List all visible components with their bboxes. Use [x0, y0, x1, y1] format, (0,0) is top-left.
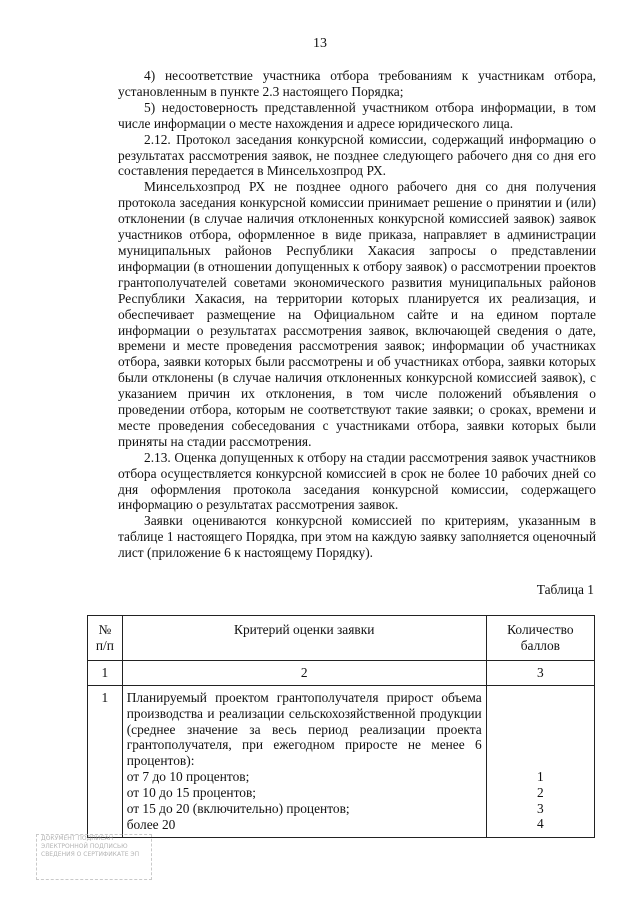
index-cell: 1	[88, 660, 123, 685]
paragraph-2-13: 2.13. Оценка допущенных к отбору на стадии рассмотрения заявок участников отбора осуществляется конкурсной комиссией в срок не более 10 рабочих дней со дня оформления протокола заседания конкурсной комиссии, содержащего информацию о результатах рассмотрения заявок.	[118, 449, 596, 513]
header-num: № п/п	[88, 616, 123, 661]
table-header-row	[88, 616, 595, 661]
header-score: Количество баллов	[486, 616, 594, 661]
criterion-option: от 10 до 15 процентов;	[126, 785, 256, 801]
paragraph-minselkhozprod: Минсельхозпрод РХ не позднее одного рабочего дня со дня получения протокола заседания конкурсной комиссии принимает решение о принятии и (или) отклонении (в случае наличия отклоненных конкурсной комиссией заявок) заявок участников отбора, оформленное в виде приказа, направляет в администрации муниципальных районов Республики Хакасия запросы о представлении информации (в отношении допущенных к отбору заявок) о рассмотрении проектов грантополучателей советами экономического развития муниципальных районов Республики Хакасия, на территории которых планируется их реализация, и обеспечивает размещение на Официальном сайте и на едином портале информации о результатах рассмотрения заявок, включающей сведения о дате, времени и месте проведения рассмотрения заявок; информации об участниках отбора, заявки которых были рассмотрены и об участниках отбора, заявки которых были отклонены (в случае наличия отклоненных конкурсной комиссией заявок), с указанием причин их отклонения, в том числе положений объявления о проведении отбора, которым не соответствуют такие заявки; о сроках, времени и месте проведения собеседования с участниками отбора, заявки которых были приняты на стадии рассмотрения.	[118, 179, 596, 449]
option-score: 2	[537, 784, 544, 800]
criterion-title: Планируемый проектом грантополучателя прирост объема производства и реализации сельскохозяйственной продукции (среднее значение за весь период реализации проекта грантополучателя, при ежегодном приросте не менее 6 процентов):	[126, 689, 482, 769]
stamp-line: ЭЛЕКТРОННОЙ ПОДПИСЬЮ	[41, 843, 128, 850]
header-criterion: Критерий оценки заявки	[122, 616, 486, 661]
index-cell: 2	[122, 660, 486, 685]
stamp-line: ДОКУМЕНТ ПОДПИСАН	[41, 835, 114, 842]
table-row	[88, 685, 595, 837]
criteria-table	[87, 615, 595, 838]
table-caption: Таблица 1	[536, 582, 594, 597]
criterion-option: от 15 до 20 (включительно) процентов;	[126, 801, 350, 817]
paragraph-evaluation: Заявки оцениваются конкурсной комиссией по критериям, указанным в таблице 1 настоящего Порядка, при этом на каждую заявку заполняется оценочный лист (приложение 6 к настоящему Порядку).	[118, 513, 596, 561]
table-index-row	[88, 660, 595, 685]
score-spacer	[491, 690, 590, 769]
row-num: 1	[88, 685, 123, 837]
paragraph-item-5: 5) недостоверность представленной участником отбора информации, в том числе информации о месте нахождения и адресе юридического лица.	[118, 99, 596, 131]
option-score: 1	[537, 768, 544, 784]
paragraph-item-4: 4) несоответствие участника отбора требованиям к участникам отбора, установленным в пункте 2.3 настоящего Порядка;	[118, 68, 596, 99]
row-scores	[486, 685, 594, 837]
electronic-signature-stamp	[36, 834, 152, 880]
option-score: 3	[537, 800, 544, 816]
row-criterion	[122, 685, 486, 837]
option-score: 4	[537, 816, 544, 832]
paragraph-2-12: 2.12. Протокол заседания конкурсной комиссии, содержащий информацию о результатах рассмотрения заявок, не позднее следующего рабочего дня со дня его составления передается в Минсельхозпрод РХ.	[118, 131, 596, 179]
document-body	[118, 68, 596, 561]
stamp-line: СВЕДЕНИЯ О СЕРТИФИКАТЕ ЭП	[41, 851, 140, 858]
page-number: 13	[313, 36, 327, 51]
criterion-option: более 20	[126, 816, 176, 832]
index-cell: 3	[486, 660, 594, 685]
criterion-option: от 7 до 10 процентов;	[126, 769, 250, 785]
